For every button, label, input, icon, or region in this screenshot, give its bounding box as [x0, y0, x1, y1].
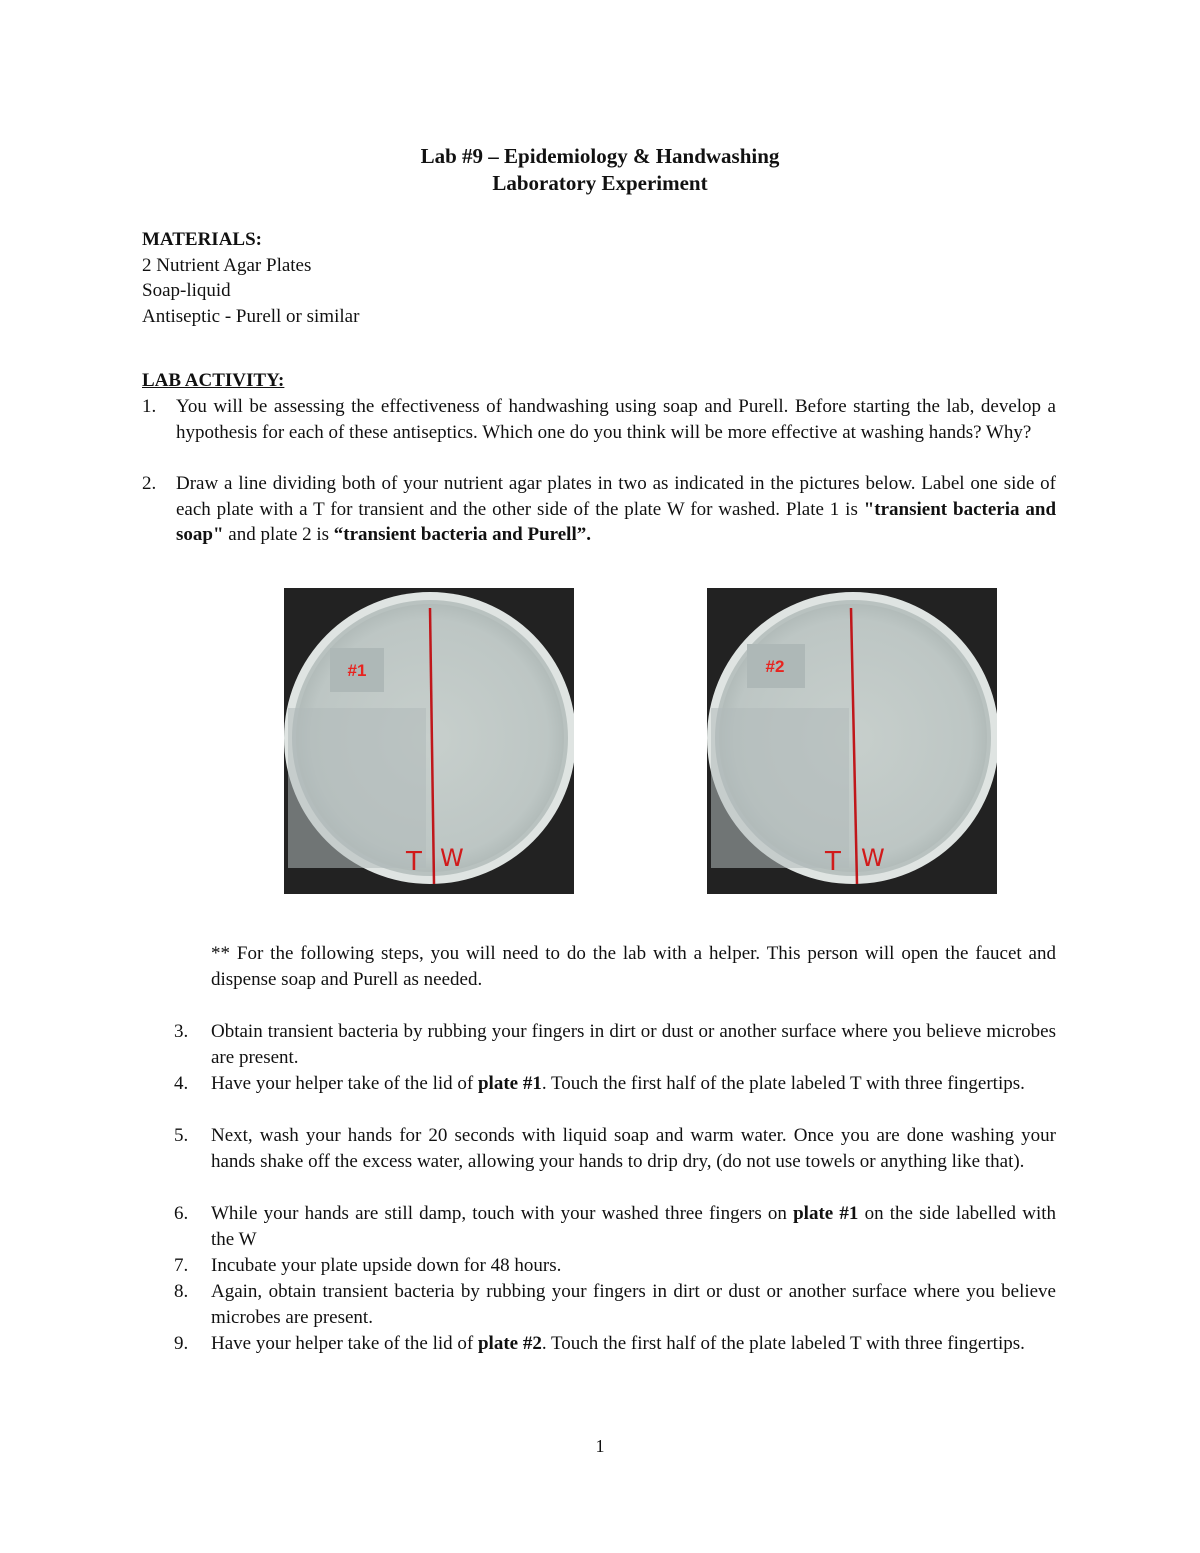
- petri-dish-image: [707, 588, 997, 894]
- agar-plate-photo-1: [284, 588, 574, 894]
- agar-plate-photo-2: [707, 588, 997, 894]
- materials-item: 2 Nutrient Agar Plates: [142, 254, 312, 276]
- plate-reference: plate #1: [477, 1073, 542, 1094]
- step-1: [142, 394, 1056, 445]
- step-number: 4.: [174, 1073, 189, 1094]
- step-text: Have your helper take of the lid of plate #2. Touch the first half of the plate labeled T with three fingertips.: [211, 1333, 1025, 1354]
- step-number: 8.: [174, 1281, 189, 1302]
- step-text: Have your helper take of the lid of plate #1. Touch the first half of the plate labeled T with three fingertips.: [211, 1073, 1025, 1094]
- step-number: 6.: [174, 1203, 189, 1224]
- washed-mark: W: [861, 844, 885, 872]
- plate-2-description: “transient bacteria and Purell”.: [333, 524, 591, 546]
- step-3: [174, 1019, 1056, 1070]
- step-number: 7.: [174, 1255, 189, 1276]
- step-number: 1.: [142, 396, 157, 417]
- step-text: While your hands are still damp, touch with your washed three fingers on plate #1 on the side labelled with the W: [211, 1203, 1057, 1250]
- plate-reference: plate #2: [477, 1333, 542, 1354]
- plate-1-description: "transient bacteria and soap": [176, 498, 1057, 546]
- step-text: Obtain transient bacteria by rubbing your fingers in dirt or dust or another surface where you believe microbes are present.: [211, 1021, 1056, 1068]
- materials-item: Antiseptic - Purell or similar: [142, 305, 360, 327]
- lab-activity-heading: LAB ACTIVITY:: [142, 370, 285, 391]
- step-7: [174, 1253, 1056, 1279]
- materials-heading: MATERIALS:: [142, 229, 262, 250]
- step-number: 3.: [174, 1021, 189, 1042]
- materials-item: Soap-liquid: [142, 280, 231, 301]
- step-4: [174, 1071, 1056, 1097]
- transient-mark: T: [825, 847, 841, 877]
- step-number: 2.: [142, 473, 157, 494]
- washed-mark: W: [440, 844, 464, 872]
- step-text: Draw a line dividing both of your nutrient agar plates in two as indicated in the pictures below. Label one side of each plate with a T for transient and the other side of the plate W for washed. Plate 1 is "transient bacteria and soap" and plate 2 is “transient bacteria and Purell”.: [176, 473, 1057, 546]
- plate-label: #2: [765, 657, 785, 676]
- step-5: [174, 1123, 1056, 1174]
- step-number: 5.: [174, 1125, 189, 1146]
- step-text: Incubate your plate upside down for 48 hours.: [211, 1255, 562, 1276]
- transient-mark: T: [406, 847, 422, 877]
- step-9: [174, 1331, 1056, 1357]
- step-text: Again, obtain transient bacteria by rubbing your fingers in dirt or dust or another surface where you believe microbes are present.: [211, 1281, 1056, 1328]
- step-2: [142, 471, 1056, 548]
- step-6: [174, 1201, 1056, 1252]
- step-number: 9.: [174, 1333, 189, 1354]
- step-text: You will be assessing the effectiveness of handwashing using soap and Purell. Before starting the lab, develop a hypothesis for each of these antiseptics. Which one do you think will be more effective at washing hands? Why?: [176, 396, 1056, 443]
- materials-section: [142, 227, 359, 329]
- plate-reference: plate #1: [793, 1203, 859, 1224]
- plate-label: #1: [347, 661, 367, 680]
- page-number: 1: [595, 1436, 605, 1456]
- step-text: Next, wash your hands for 20 seconds with liquid soap and warm water. Once you are done washing your hands shake off the excess water, allowing your hands to drip dry, (do not use towels or anything like that).: [211, 1125, 1056, 1172]
- petri-dish-image: [284, 588, 574, 894]
- document-title: Lab #9 – Epidemiology & Handwashing: [420, 144, 780, 168]
- step-8: [174, 1279, 1056, 1330]
- document-subtitle: Laboratory Experiment: [492, 171, 708, 195]
- helper-note: ** For the following steps, you will need to do the lab with a helper. This person will open the faucet and dispense soap and Purell as needed.: [211, 943, 1056, 990]
